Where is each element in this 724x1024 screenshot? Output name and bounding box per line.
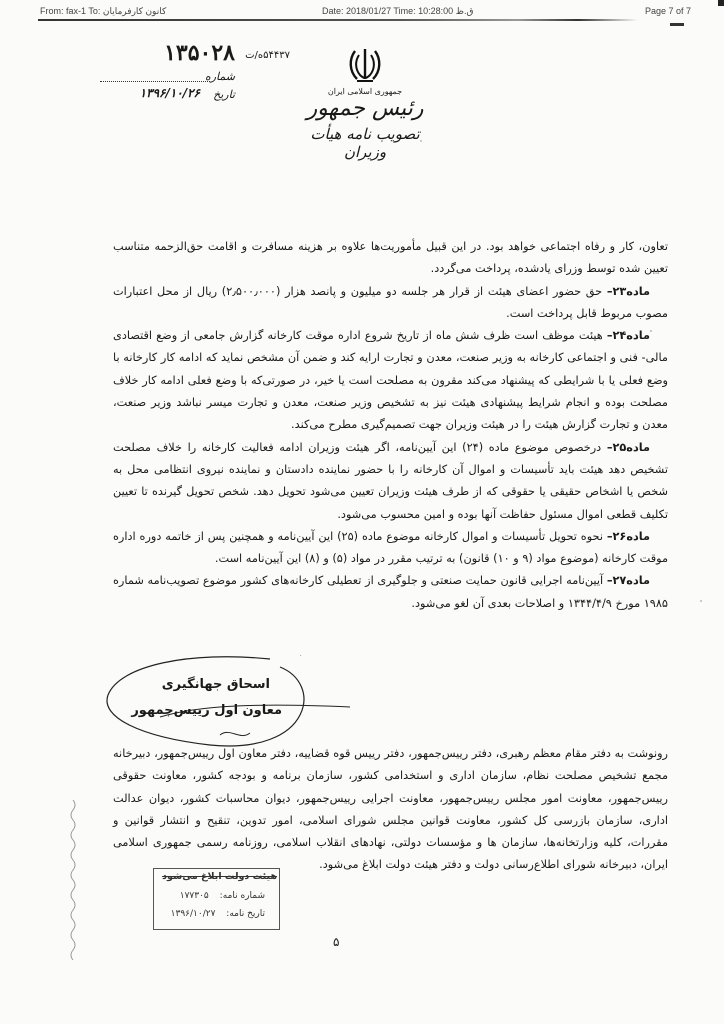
fax-to-value: کانون کارفرمایان (102, 6, 167, 16)
fax-date-value: 2018/01/27 (346, 6, 392, 16)
fax-date (322, 6, 473, 17)
article-label: ماده۲۵– (606, 440, 650, 454)
article-24 (113, 325, 668, 436)
fax-header (0, 0, 724, 28)
reference-date-value: ۱۳۹۶/۱۰/۲۶ (139, 86, 200, 100)
stamp-letter-number-label: شماره نامه: (219, 891, 265, 901)
page-dash-mark (670, 23, 684, 26)
article-text: نحوه تحویل تأسیسات و اموال کارخانه موضوع ماده (۲۵) این آیین‌نامه و همچنین پس از خاتمه دوره اداره موقت کارخانه (موضوع مواد (۹ و ۱۰) قانون) به ترتیب مقرر در مواد (۵) و (۸) این آیین‌نامه است. (113, 529, 668, 566)
article-25 (113, 437, 668, 526)
office-subtitle: تصویب نامه هیأت وزیران (310, 125, 420, 161)
article-label: ماده۲۷– (606, 574, 650, 588)
fax-divider (38, 19, 638, 21)
article-26 (113, 526, 668, 571)
fax-time-value: 10:28:00 (418, 6, 454, 16)
article-label: ماده۲۳– (606, 284, 650, 298)
stamp-letter-number (180, 891, 265, 901)
reference-number-label: شماره (204, 70, 235, 83)
emblem-caption: جمهوری اسلامی ایران (327, 87, 403, 96)
reference-prefix: ۵۴۴۳۷ه/ت (245, 50, 290, 61)
stamp-letter-date-value: ۱۳۹۶/۱۰/۲۷ (170, 909, 216, 919)
reference-date-label: تاریخ (213, 88, 235, 101)
stamp-letter-date (171, 909, 265, 919)
signatory-title: معاون اول رییس‌جمهور (131, 703, 282, 718)
page-number: ۵ (333, 935, 340, 949)
article-23 (113, 281, 668, 326)
fax-from (40, 6, 166, 17)
decree-body (113, 236, 668, 615)
office-title: رئیس جمهور (306, 96, 424, 121)
fax-time-suffix: ق.ظ (455, 6, 474, 16)
cc-distribution: رونوشت به دفتر مقام معظم رهبری، دفتر رییس‌جمهور، دفتر رییس قوه قضاییه، دفتر معاون اول رییس‌جمهور، دبیرخانه مجمع تشخیص مصلحت نظام، سازمان اداری و استخدامی کشور، سازمان برنامه و بودجه کشور، معاونت حقوقی رییس‌جمهور، معاونت امور مجلس رییس‌جمهور، معاونت اجرایی رییس‌جمهور، دیوان محاسبات کشور، دیوان عدالت اداری، سازمان بازرسی کل کشور، معاونت قوانین مجلس شورای اسلامی، امور تدوین، تنقیح و انتشار قوانین و مقررات، کلیه وزارتخانه‌ها، سازمان ها و مؤسسات دولتی، نهادهای انقلاب اسلامی، روزنامه رسمی جمهوری اسلامی ایران، دبیرخانه شورای اطلاع‌رسانی دولت و دفتر هیئت دولت ابلاغ می‌شود. (113, 747, 668, 872)
article-27 (113, 570, 668, 615)
intro-paragraph: تعاون، کار و رفاه اجتماعی خواهد بود. در این قبیل مأموریت‌ها علاوه بر هزینه مسافرت و اقامت حق‌الزحمه متناسب تعیین شده توسط وزرای یادشده، پرداخت می‌گردد. (113, 240, 668, 276)
reference-number: ۱۳۵۰۲۸ (164, 40, 235, 66)
stamp-letter-date-label: تاریخ نامه: (226, 909, 265, 919)
article-text: هیئت موظف است ظرف شش ماه از تاریخ شروع اداره موقت کارخانه گزارش جامعی از وضع اقتصادی مالی- فنی و اجتماعی کارخانه به وزیر صنعت، معدن و تجارت ارایه کند و ضمن آن مشخص نماید که ادامه کار کارخانه با وضع فعلی یا با شرایطی که پیشنهاد می‌کند مقرون به مصلحت است یا خیر، در صورتی‌که با وضع فعلی ادامه کار خلاف مصلحت بوده و انجام شرایط پیشنهادی هیئت نیز به تشخیص وزیر صنعت، معدن و تجارت میسر نباشد وزیر صنعت، معدن و تجارت گزارش هیئت را در هیئت وزیران جهت تصمیم‌گیری مطرح می‌کند. (113, 329, 668, 432)
signatory-name: اسحاق جهانگیری (161, 677, 270, 692)
article-text: آیین‌نامه اجرایی قانون حمایت صنعتی و جلوگیری از تعطیلی کارخانه‌های کشور موضوع تصویب‌نامه شماره ۱۹۸۵ مورخ ۱۳۴۴/۴/۹ و اصلاحات بعدی آن لغو می‌شود. (113, 574, 668, 610)
fax-from-value: From: fax-1 (40, 6, 87, 16)
reference-number-dotted-line (100, 72, 210, 82)
scan-speck (650, 330, 652, 332)
scan-speck (700, 600, 702, 602)
article-text: حق حضور اعضای هیئت از قرار هر جلسه دو میلیون و پانصد هزار (۲٫۵۰۰٫۰۰۰) ریال از محل اعتبارات مصوب مربوط قابل پرداخت است. (113, 284, 668, 320)
article-text: درخصوص موضوع ماده (۲۴) این آیین‌نامه، اگر هیئت وزیران ادامه فعالیت کارخانه را خلاف مصلحت تشخیص دهد هیئت باید تأسیسات و اموال آن کارخانه را با حضور نماینده دادستان و نماینده نیروی انتظامی محل به شخص یا اشخاص حقیقی یا حقوقی که از طرف هیئت وزیران تعیین می‌شود تحویل دهد. شخص تحویل گیرنده تا تعیین تکلیف قطعی اموال مسئول حفاظت آنها بوده و امین محسوب می‌شود. (113, 440, 668, 521)
stamp-heading: هیئت دولت ابلاغ می‌شود (162, 871, 277, 882)
stamp-letter-number-value: ۱۷۷۳۰۵ (179, 891, 209, 901)
fax-time-label: Time: (393, 6, 416, 16)
article-label: ماده۲۶– (606, 529, 651, 543)
signature-block (100, 655, 360, 750)
fax-date-label: Date: (322, 6, 344, 16)
article-label: ماده۲۴– (606, 329, 650, 343)
fax-page-indicator: Page 7 of 7 (645, 6, 692, 16)
fax-to-label: To: (88, 6, 101, 16)
margin-annotation (62, 800, 78, 970)
letterhead (290, 45, 440, 161)
registration-stamp (153, 868, 280, 930)
iran-emblem-icon (347, 45, 383, 85)
scan-speck (420, 140, 422, 142)
corner-mark (718, 0, 724, 6)
